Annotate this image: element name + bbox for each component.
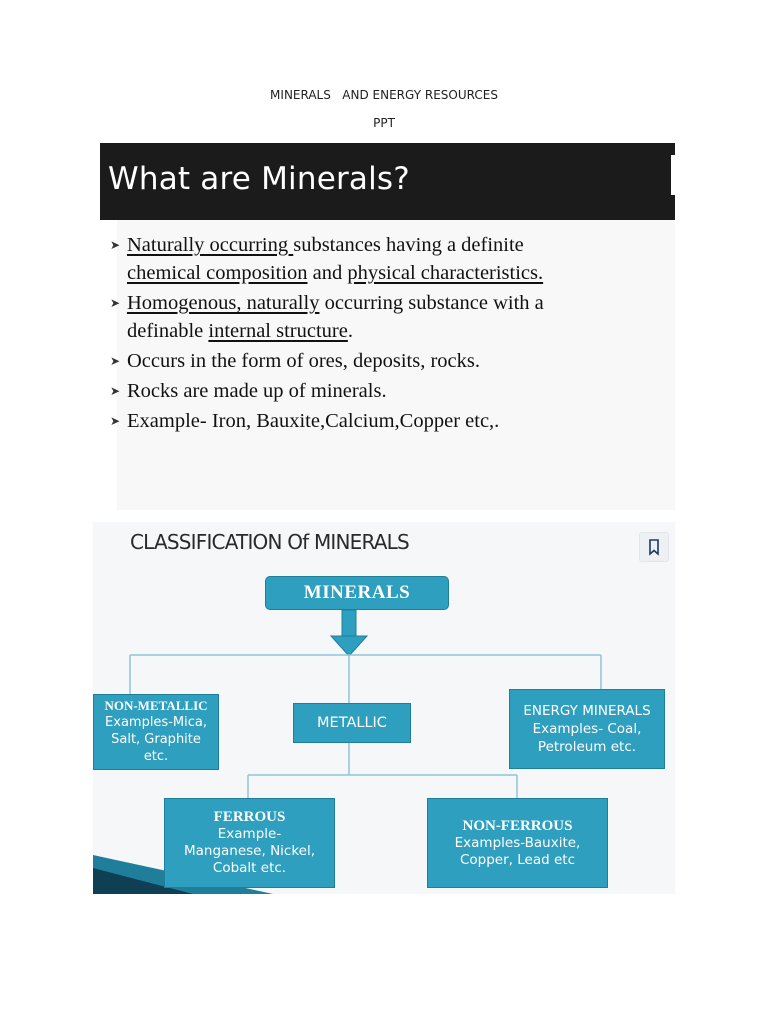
bullet-text: Example- Iron, Bauxite,Calcium,Copper etc,. bbox=[127, 410, 500, 432]
classification-title: CLASSIFICATION Of MINERALS bbox=[130, 530, 409, 554]
bullet-arrow-icon: ➤ bbox=[110, 296, 121, 310]
bullet-item bbox=[100, 231, 675, 287]
bookmark-button[interactable] bbox=[639, 532, 669, 562]
box-line: Petroleum etc. bbox=[537, 739, 637, 755]
non-metallic-box bbox=[93, 694, 219, 770]
box-line: Examples-Mica, bbox=[105, 715, 207, 730]
box-heading: ENERGY MINERALS bbox=[523, 703, 651, 719]
slide-what-are-minerals bbox=[100, 143, 675, 515]
header-notch bbox=[671, 155, 675, 195]
bullet-underlined-text: physical characteristics. bbox=[347, 262, 544, 284]
non-ferrous-box bbox=[427, 798, 608, 888]
minerals-root-box: MINERALS bbox=[265, 576, 449, 610]
document-subtitle: PPT bbox=[373, 116, 395, 130]
slide-classification-of-minerals bbox=[93, 510, 675, 894]
ferrous-box bbox=[164, 798, 335, 888]
box-line: Copper, Lead etc bbox=[459, 852, 575, 868]
bullet-underlined-text: internal structure bbox=[208, 320, 348, 342]
bullet-item bbox=[100, 377, 675, 405]
document-title: MINERALS AND ENERGY RESOURCES bbox=[270, 88, 498, 102]
bookmark-icon bbox=[640, 533, 668, 561]
box-line: Cobalt etc. bbox=[212, 860, 287, 876]
energy-minerals-box bbox=[509, 689, 665, 769]
slide-header-bar bbox=[100, 143, 675, 220]
bullet-text: . bbox=[347, 320, 353, 342]
bullet-item bbox=[100, 347, 675, 375]
box-line: Example- bbox=[217, 826, 282, 842]
bullet-arrow-icon: ➤ bbox=[110, 384, 121, 398]
bullet-list bbox=[100, 231, 675, 437]
bullet-item bbox=[100, 289, 675, 345]
bullet-text: and bbox=[307, 262, 348, 284]
bullet-arrow-icon: ➤ bbox=[110, 238, 121, 252]
box-line: Examples- Coal, bbox=[532, 721, 642, 737]
bullet-item bbox=[100, 407, 675, 435]
bullet-underlined-text: Naturally occurring bbox=[127, 234, 294, 256]
bullet-text: definable bbox=[127, 320, 209, 342]
bullet-text: occurring substance with a bbox=[319, 292, 544, 314]
box-line: Examples-Bauxite, bbox=[454, 835, 581, 851]
box-heading: NON-FERROUS bbox=[462, 818, 573, 834]
box-heading: NON-METALLIC bbox=[104, 698, 208, 713]
box-heading: FERROUS bbox=[213, 809, 286, 825]
box-line: Salt, Graphite bbox=[111, 732, 201, 747]
bullet-text: Occurs in the form of ores, deposits, rocks. bbox=[127, 350, 480, 372]
bullet-underlined-text: Homogenous, naturally bbox=[127, 292, 320, 314]
bullet-arrow-icon: ➤ bbox=[110, 414, 121, 428]
slide-title: What are Minerals? bbox=[108, 161, 410, 197]
down-arrow-icon bbox=[331, 610, 367, 656]
bullet-text: substances having a definite bbox=[293, 234, 524, 256]
bullet-underlined-text: chemical composition bbox=[127, 262, 308, 284]
box-line: etc. bbox=[143, 749, 169, 764]
bullet-text: Rocks are made up of minerals. bbox=[127, 380, 387, 402]
box-line: Manganese, Nickel, bbox=[183, 843, 316, 859]
bullet-arrow-icon: ➤ bbox=[110, 354, 121, 368]
metallic-box: METALLIC bbox=[293, 703, 411, 743]
